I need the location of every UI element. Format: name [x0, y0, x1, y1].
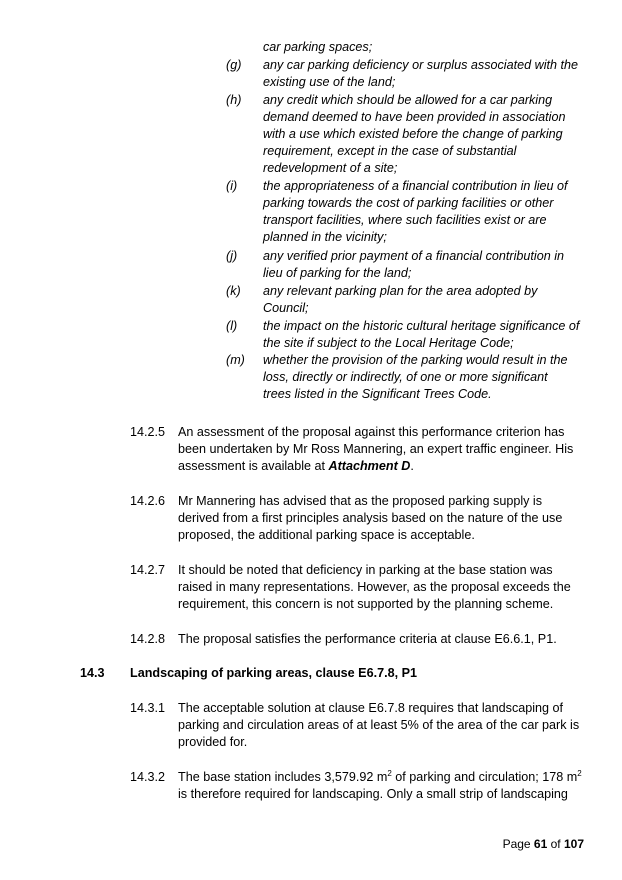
superscript: 2 — [387, 769, 392, 778]
list-item-text: lieu of parking for the land; — [263, 266, 412, 280]
list-item-text: redevelopment of a site; — [263, 161, 398, 175]
list-item-text: any car parking deficiency or surplus associated with the — [263, 58, 579, 72]
section-title: Landscaping of parking areas, clause E6.7.8, P1 — [130, 666, 417, 680]
list-item-text: trees listed in the Significant Trees Code. — [263, 387, 492, 401]
list-item-text: planned in the vicinity; — [263, 230, 387, 244]
text-span: of parking and circulation; 178 m — [391, 770, 578, 784]
list-item-text: Council; — [263, 301, 309, 315]
paragraph-number: 14.2.6 — [130, 494, 166, 508]
list-item-label: (m) — [226, 353, 245, 367]
paragraph-text: It should be noted that deficiency in parking at the base station was — [178, 563, 553, 577]
list-item-text: whether the provision of the parking would result in the — [263, 353, 568, 367]
list-item-label: (j) — [226, 249, 238, 263]
paragraph-text: requirement, this concern is not supported by the planning scheme. — [178, 597, 554, 611]
paragraph-text — [178, 769, 582, 786]
page-prefix: Page — [502, 837, 534, 851]
list-item-text: the appropriateness of a financial contribution in lieu of — [263, 179, 568, 193]
paragraph-number: 14.3.1 — [130, 701, 166, 715]
paragraph-number: 14.2.5 — [130, 425, 166, 439]
list-item-text: demand deemed to have been provided in association — [263, 110, 566, 124]
page-separator: of — [547, 837, 564, 851]
list-item-text: the site if subject to the Local Heritage Code; — [263, 336, 514, 350]
paragraph-text: derived from a first principles analysis based on the nature of the use — [178, 511, 563, 525]
text-span: assessment is available at — [178, 459, 329, 473]
paragraph-text: The proposal satisfies the performance criteria at clause E6.6.1, P1. — [178, 632, 557, 646]
text-span: . — [410, 459, 414, 473]
list-item-text: with a use which existed before the change of parking — [263, 127, 563, 141]
text-span: The base station includes 3,579.92 m — [178, 770, 388, 784]
list-item-text: any verified prior payment of a financial contribution in — [263, 249, 565, 263]
paragraph-text: been undertaken by Mr Ross Mannering, an expert traffic engineer. His — [178, 442, 574, 456]
attachment-reference: Attachment D — [328, 459, 411, 473]
total-pages: 107 — [563, 837, 584, 851]
superscript: 2 — [577, 769, 582, 778]
list-item-text: transport facilities, where such facilities exist or are — [263, 213, 547, 227]
paragraph-text: The acceptable solution at clause E6.7.8 requires that landscaping of — [178, 701, 564, 715]
list-item-text: parking towards the cost of parking facilities or other — [263, 196, 554, 210]
section-number: 14.3 — [80, 666, 105, 680]
list-item-label: (i) — [226, 179, 238, 193]
list-item-text: any relevant parking plan for the area adopted by — [263, 284, 538, 298]
list-item-text: requirement, except in the case of substantial — [263, 144, 517, 158]
current-page: 61 — [533, 837, 548, 851]
list-item-text: existing use of the land; — [263, 75, 396, 89]
paragraph-text — [178, 458, 414, 475]
list-item-label: (h) — [226, 93, 242, 107]
paragraph-text: raised in many representations. However, as the proposal exceeds the — [178, 580, 571, 594]
paragraph-text: provided for. — [178, 735, 248, 749]
list-item-text: car parking spaces; — [263, 40, 373, 54]
paragraph-text: is therefore required for landscaping. Only a small strip of landscaping — [178, 787, 568, 801]
paragraph-text: Mr Mannering has advised that as the proposed parking supply is — [178, 494, 543, 508]
paragraph-text: An assessment of the proposal against this performance criterion has — [178, 425, 565, 439]
list-item-label: (g) — [226, 58, 242, 72]
paragraph-text: proposed, the additional parking space is acceptable. — [178, 528, 475, 542]
list-item-text: the impact on the historic cultural heritage significance of — [263, 319, 580, 333]
paragraph-number: 14.2.8 — [130, 632, 166, 646]
list-item-text: any credit which should be allowed for a car parking — [263, 93, 553, 107]
paragraph-number: 14.2.7 — [130, 563, 166, 577]
list-item-label: (l) — [226, 319, 238, 333]
list-item-label: (k) — [226, 284, 241, 298]
paragraph-text: parking and circulation areas of at least 5% of the area of the car park is — [178, 718, 580, 732]
paragraph-number: 14.3.2 — [130, 770, 166, 784]
page-number — [503, 836, 584, 853]
list-item-text: loss, directly or indirectly, of one or more significant — [263, 370, 548, 384]
